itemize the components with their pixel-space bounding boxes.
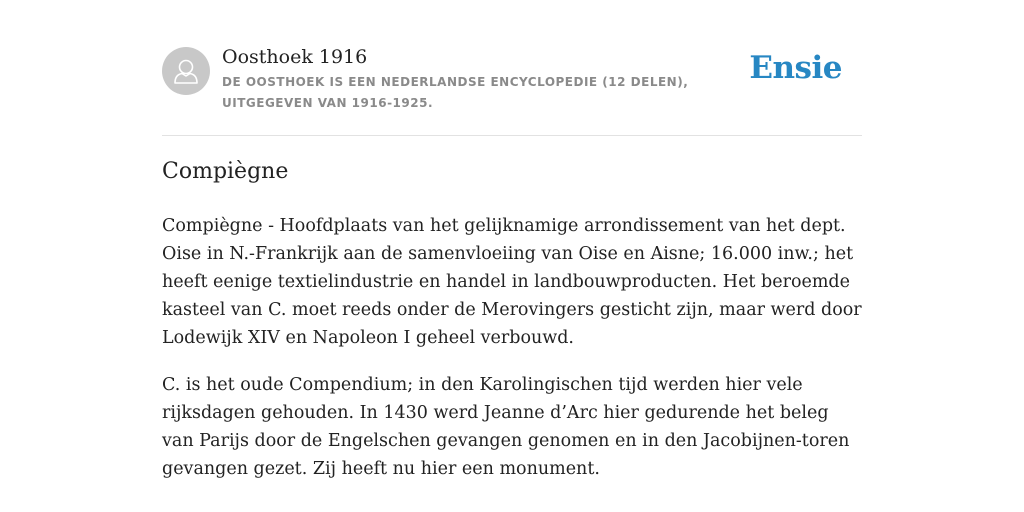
article-paragraph: C. is het oude Compendium; in den Karolingischen tijd werden hier vele rijksdagen gehouden. In 1430 werd Jeanne d’Arc hier gedurende het beleg van Parijs door de Engelschen gevangen genomen en in den Jacobijnen-toren gevangen gezet. Zij heeft nu hier een monument. — [162, 375, 850, 479]
article-page — [162, 0, 862, 479]
article-body — [162, 212, 862, 502]
ensie-logo[interactable]: Ensie — [749, 50, 842, 86]
source-description: DE OOSTHOEK IS EEN NEDERLANDSE ENCYCLOPEDIE (12 DELEN), UITGEGEVEN VAN 1916-1925. — [222, 75, 689, 110]
source-header — [162, 0, 862, 135]
header-divider — [162, 135, 862, 136]
avatar[interactable] — [162, 47, 210, 95]
user-icon — [162, 47, 210, 95]
article-title: Compiègne — [162, 159, 289, 184]
article-paragraph: Compiègne - Hoofdplaats van het gelijknamige arrondissement van het dept. Oise in N.-Frankrijk aan de samenvloeiing van Oise en Aisne; 16.000 inw.; het heeft eenige textielindustrie en handel in landbouwproducten. Het beroemde kasteel van C. moet reeds onder de Merovingers gesticht zijn, maar werd door Lodewijk XIV en Napoleon I geheel verbouwd. — [162, 216, 862, 348]
source-name[interactable]: Oosthoek 1916 — [222, 46, 368, 68]
